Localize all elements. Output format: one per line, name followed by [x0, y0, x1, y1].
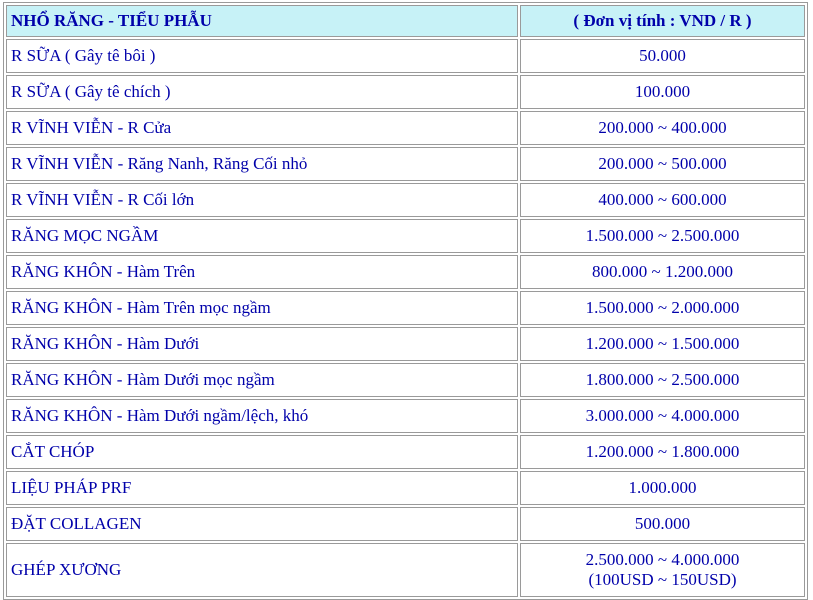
service-price: 1.500.000 ~ 2.500.000 [520, 219, 805, 253]
service-price: 1.000.000 [520, 471, 805, 505]
service-price: 1.500.000 ~ 2.000.000 [520, 291, 805, 325]
table-row [6, 255, 805, 289]
service-price-usd: (100USD ~ 150USD) [588, 570, 737, 589]
service-name: GHÉP XƯƠNG [6, 543, 518, 597]
service-price: 2.500.000 ~ 4.000.000 [585, 550, 740, 569]
service-price: 50.000 [520, 39, 805, 73]
unit-label: ( Đơn vị tính : VND / R ) [520, 5, 805, 37]
table-row [6, 327, 805, 361]
table-row [6, 75, 805, 109]
service-price: 800.000 ~ 1.200.000 [520, 255, 805, 289]
service-name: RĂNG KHÔN - Hàm Trên [6, 255, 518, 289]
table-header-row [6, 5, 805, 37]
service-price: 3.000.000 ~ 4.000.000 [520, 399, 805, 433]
service-name: LIỆU PHÁP PRF [6, 471, 518, 505]
service-price: 1.200.000 ~ 1.500.000 [520, 327, 805, 361]
service-name: R SỮA ( Gây tê bôi ) [6, 39, 518, 73]
service-name: R VĨNH VIỄN - R Cửa [6, 111, 518, 145]
service-price: 100.000 [520, 75, 805, 109]
table-row [6, 291, 805, 325]
service-price: 1.800.000 ~ 2.500.000 [520, 363, 805, 397]
table-row [6, 507, 805, 541]
service-price: 1.200.000 ~ 1.800.000 [520, 435, 805, 469]
service-price: 500.000 [520, 507, 805, 541]
table-row [6, 111, 805, 145]
service-price: 200.000 ~ 400.000 [520, 111, 805, 145]
table-row [6, 147, 805, 181]
service-name: R SỮA ( Gây tê chích ) [6, 75, 518, 109]
service-name: RĂNG KHÔN - Hàm Trên mọc ngầm [6, 291, 518, 325]
service-name: RĂNG KHÔN - Hàm Dưới [6, 327, 518, 361]
table-row [6, 39, 805, 73]
service-name: RĂNG MỌC NGẦM [6, 219, 518, 253]
table-row [6, 219, 805, 253]
table-row [6, 471, 805, 505]
service-price-cell [520, 543, 805, 597]
service-price: 400.000 ~ 600.000 [520, 183, 805, 217]
table-row [6, 399, 805, 433]
service-name: CẮT CHÓP [6, 435, 518, 469]
table-title: NHỔ RĂNG - TIỂU PHẪU [6, 5, 518, 37]
service-name: R VĨNH VIỄN - Răng Nanh, Răng Cối nhỏ [6, 147, 518, 181]
table-row [6, 435, 805, 469]
service-price: 200.000 ~ 500.000 [520, 147, 805, 181]
service-name: R VĨNH VIỄN - R Cối lớn [6, 183, 518, 217]
price-table [3, 2, 808, 600]
table-row [6, 543, 805, 597]
table-row [6, 363, 805, 397]
service-name: ĐẶT COLLAGEN [6, 507, 518, 541]
service-name: RĂNG KHÔN - Hàm Dưới ngầm/lệch, khó [6, 399, 518, 433]
table-row [6, 183, 805, 217]
service-name: RĂNG KHÔN - Hàm Dưới mọc ngầm [6, 363, 518, 397]
